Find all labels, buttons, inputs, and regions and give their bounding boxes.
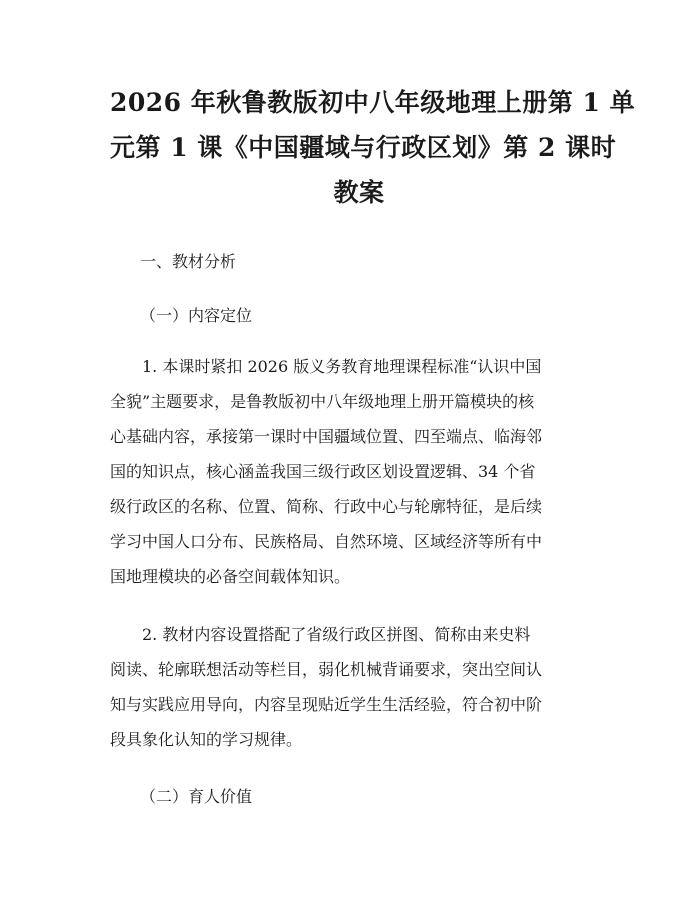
paragraph-line: 阅读、轮廓联想活动等栏目，弱化机械背诵要求，突出空间认 <box>110 660 543 679</box>
paragraph-line: 2. 教材内容设置搭配了省级行政区拼图、简称由来史料 <box>142 625 531 644</box>
subsection-heading-content-positioning: （一）内容定位 <box>140 306 253 325</box>
paragraph-1 <box>110 349 608 594</box>
paragraph-line: 全貌”主题要求，是鲁教版初中八年级地理上册开篇模块的核 <box>110 392 535 411</box>
paragraph-2 <box>110 617 608 757</box>
paragraph-line: 1. 本课时紧扣 2026 版义务教育地理课程标准“认识中国 <box>142 357 542 376</box>
paragraph-line: 心基础内容，承接第一课时中国疆域位置、四至端点、临海邻 <box>110 427 543 446</box>
paragraph-line: 段具象化认知的学习规律。 <box>110 730 303 749</box>
title-line: 2026 年秋鲁教版初中八年级地理上册第 1 单 <box>110 88 636 117</box>
paragraph-line: 国地理模块的必备空间载体知识。 <box>110 567 351 586</box>
paragraph-line: 知与实践应用导向，内容呈现贴近学生生活经验，符合初中阶 <box>110 695 543 714</box>
title-line: 元第 1 课《中国疆域与行政区划》第 2 课时 <box>110 133 617 162</box>
document-title <box>110 80 636 215</box>
section-heading-materials-analysis: 一、教材分析 <box>140 252 237 271</box>
subsection-heading-educational-value: （二）育人价值 <box>140 787 253 806</box>
paragraph-line: 学习中国人口分布、民族格局、自然环境、区域经济等所有中 <box>110 532 543 551</box>
paragraph-line: 级行政区的名称、位置、简称、行政中心与轮廓特征，是后续 <box>110 497 543 516</box>
paragraph-line: 国的知识点，核心涵盖我国三级行政区划设置逻辑、34 个省 <box>110 462 536 481</box>
title-line: 教案 <box>333 178 385 207</box>
